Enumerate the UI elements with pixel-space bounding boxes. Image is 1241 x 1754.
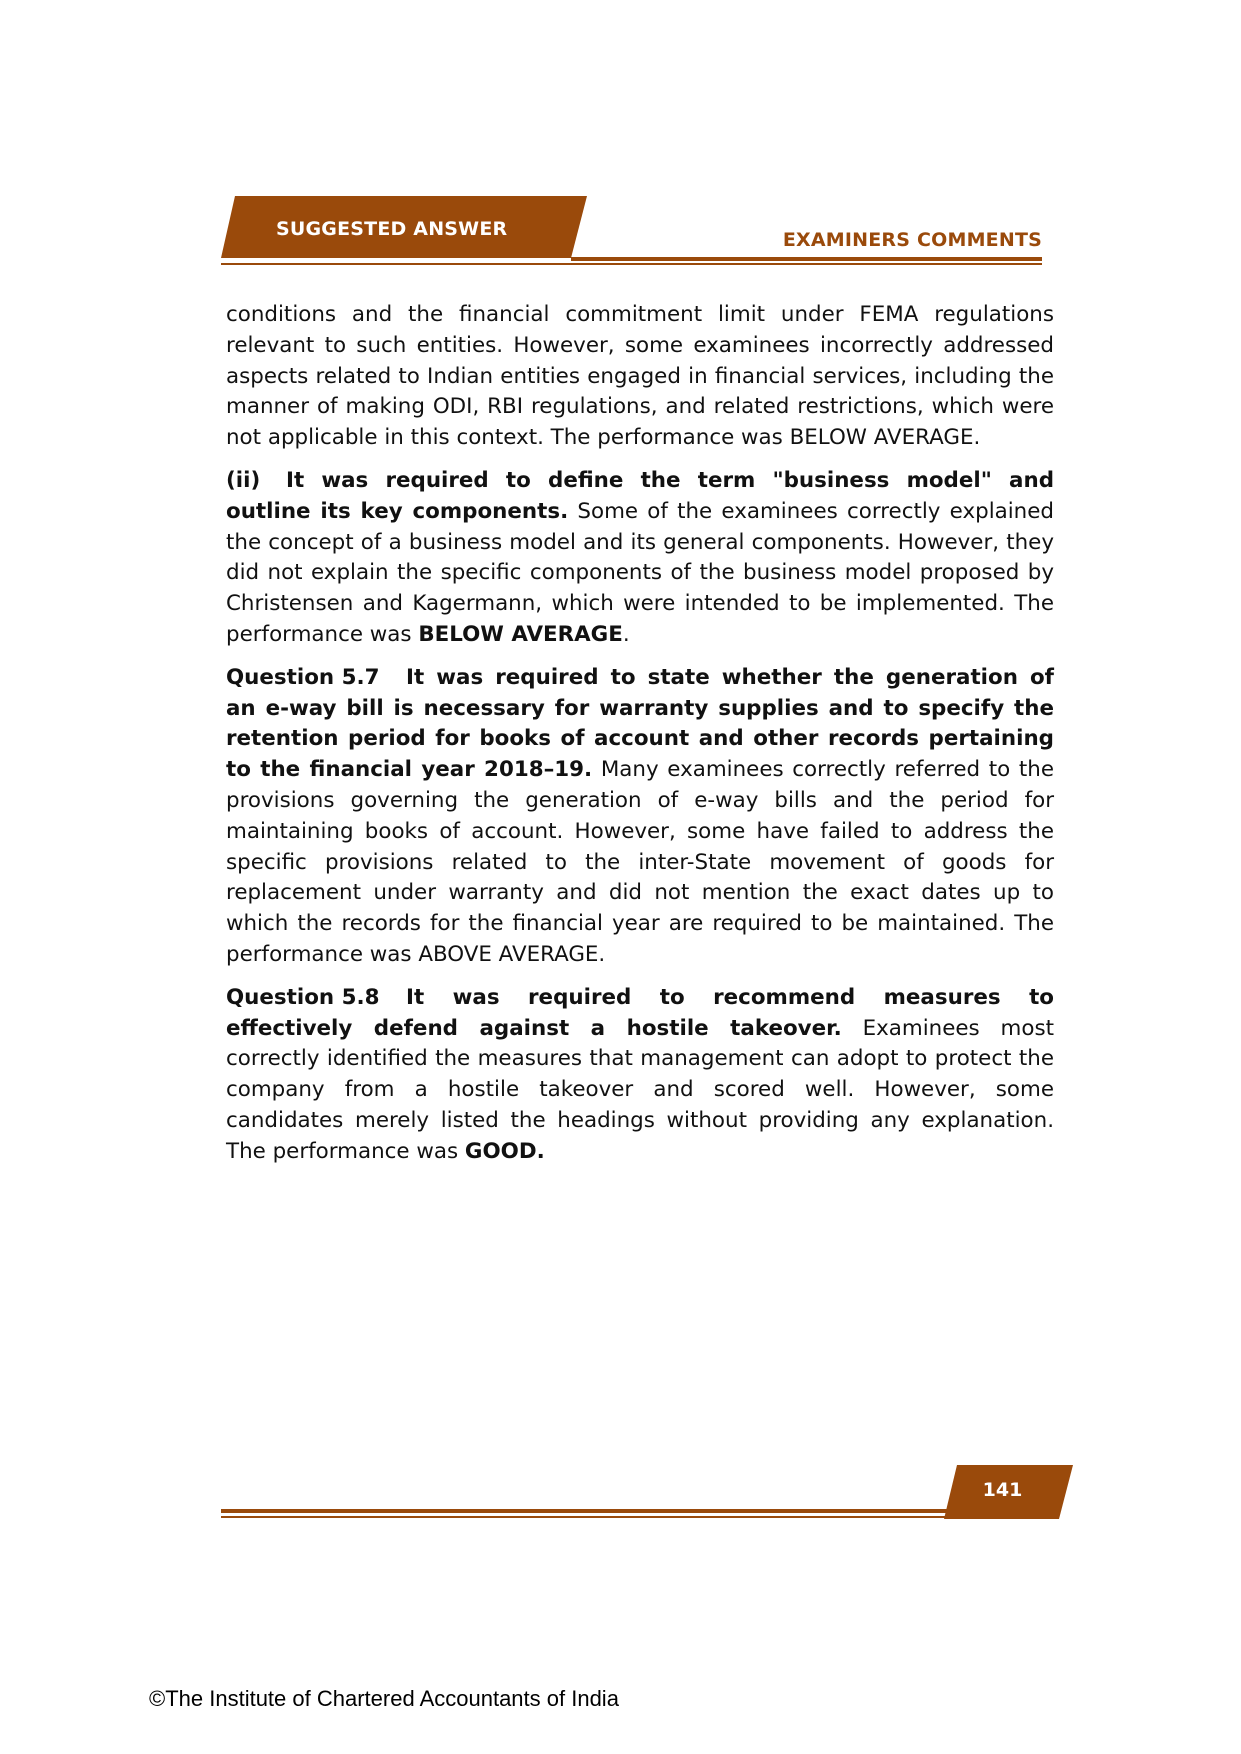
question-number: Question 5.8 <box>226 984 380 1010</box>
header-divider-thin <box>221 263 1042 265</box>
performance-rating: GOOD. <box>464 1138 545 1164</box>
examiners-comments-label: EXAMINERS COMMENTS <box>782 229 1042 251</box>
paragraph-continuation: conditions and the financial commitment limit under FEMA regulations relevant to such entities. However, some examinees incorrectly addressed aspects related to Indian entities engaged in financial services, including the manner of making ODI, RBI regulations, and related restrictions, which were not applicable in this context. The performance was BELOW AVERAGE. <box>226 302 1054 451</box>
paragraph-ii <box>226 466 1054 651</box>
question-statement: It was required to recommend measures to effectively defend against a hostile takeover. <box>226 984 1054 1041</box>
question-number: Question 5.7 <box>226 664 380 690</box>
comment-text: Many examinees correctly referred to the provisions governing the generation of e-way bills and the period for maintaining books of account. However, some have failed to address the specific provisions related to the inter-State movement of goods for replacement under warranty and did not mention the exact dates up to which the records for the financial year are required to be maintained. The performance was ABOVE AVERAGE. <box>226 757 1054 967</box>
item-label: (ii) <box>226 467 261 493</box>
question-statement: It was required to state whether the generation of an e-way bill is necessary for warranty supplies and to specify the retention period for books of account and other records pertaining to the financial year 2018–19. <box>226 664 1054 783</box>
comments-body <box>226 300 1054 1180</box>
footer-divider-thick <box>221 1509 971 1513</box>
performance-rating: BELOW AVERAGE <box>418 621 623 647</box>
paragraph-question-5-8 <box>226 983 1054 1168</box>
footer-divider-thin <box>221 1516 1042 1518</box>
suggested-answer-label: SUGGESTED ANSWER <box>276 218 508 240</box>
comment-text: Some of the examinees correctly explained the concept of a business model and its general components. However, they did not explain the specific components of the business model proposed by Christensen and Kagermann, which were intended to be implemented. The performance was <box>226 498 1054 647</box>
comment-text: Examinees most correctly identified the measures that management can adopt to protect the company from a hostile takeover and scored well. However, some candidates merely listed the headings without providing any explanation. The performance was <box>226 1015 1054 1164</box>
header-divider-thick <box>571 257 1042 261</box>
paragraph-question-5-7 <box>226 663 1054 971</box>
question-statement: It was required to define the term "business model" and outline its key components. <box>226 467 1054 524</box>
copyright-notice: ©The Institute of Chartered Accountants of India <box>149 1686 619 1711</box>
punctuation: . <box>622 621 630 647</box>
page-number: 141 <box>982 1479 1023 1501</box>
